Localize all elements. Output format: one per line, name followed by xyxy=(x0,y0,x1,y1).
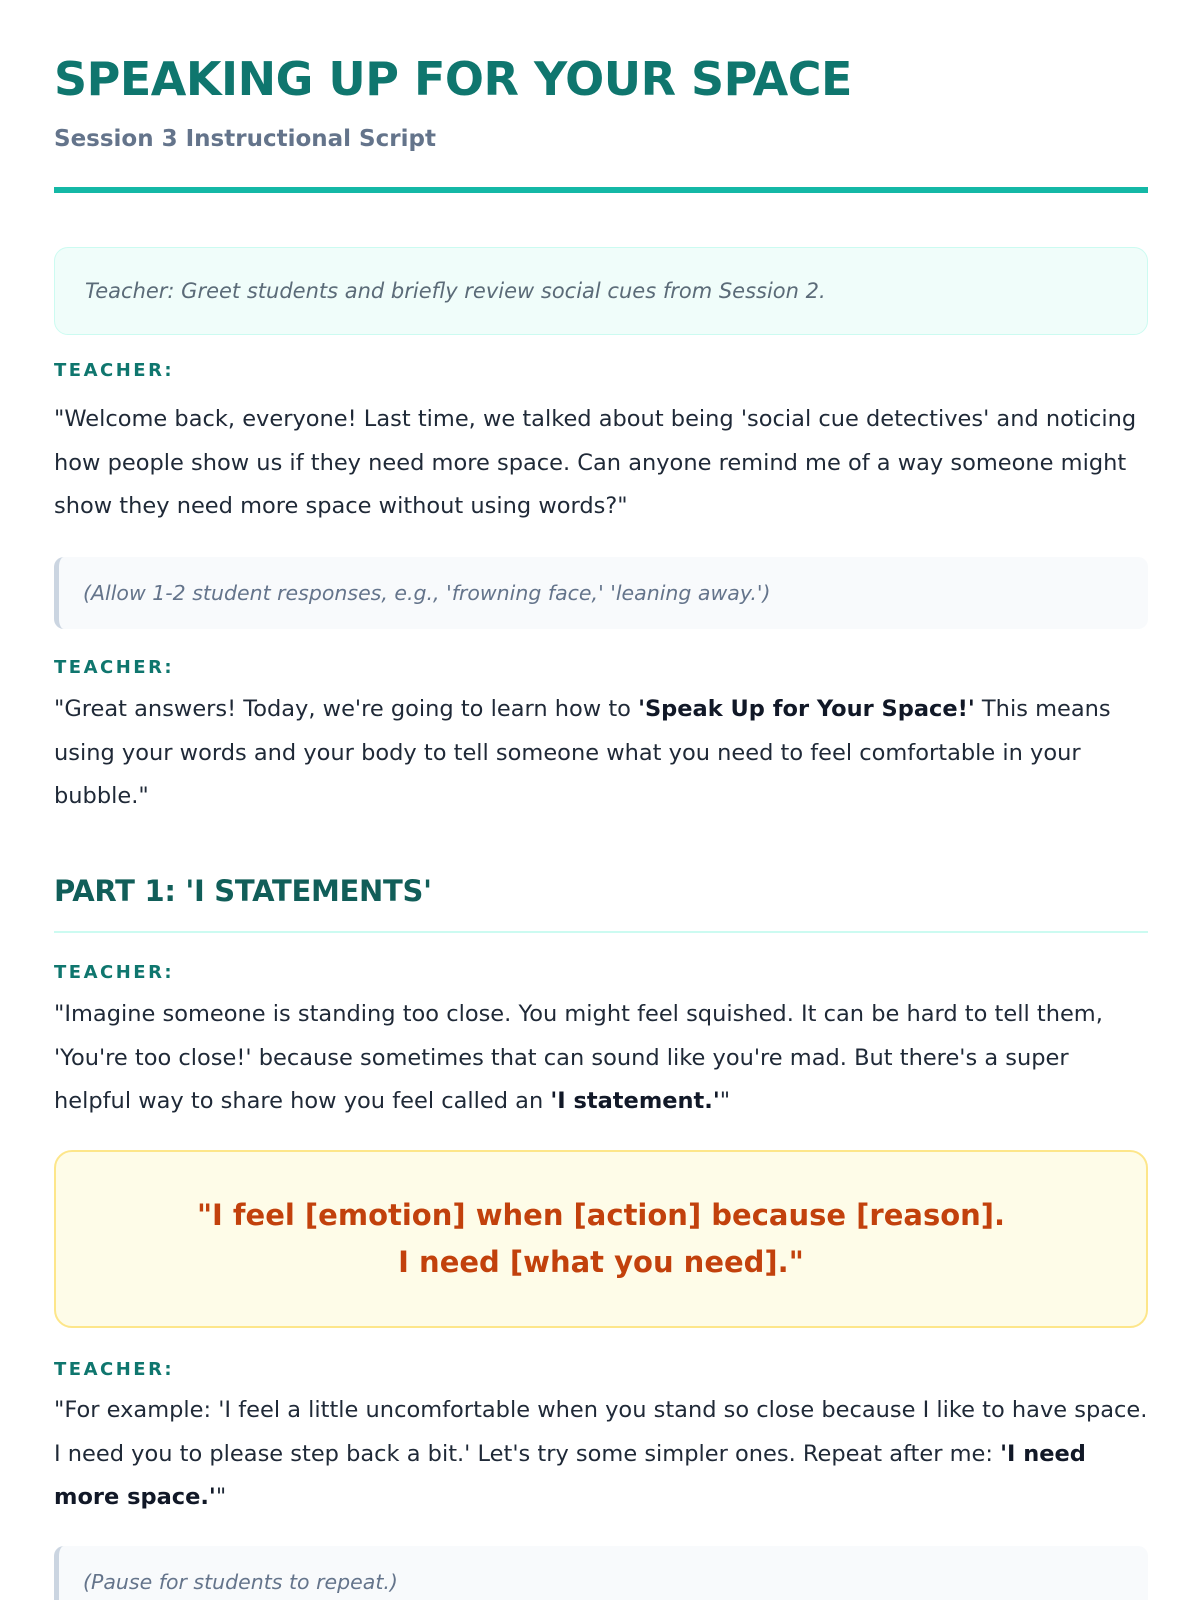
dialogue-text-part: " xyxy=(719,1088,731,1114)
dialogue-text xyxy=(54,688,1148,819)
speaker-label: TEACHER: xyxy=(54,657,175,678)
dialogue-text-part: This means using your words and your body to tell someone what you need to feel comfortable in your bubble." xyxy=(54,696,1111,809)
dialogue-text: "Welcome back, everyone! Last time, we talked about being 'social cue detectives' and noticing how people show us if they need more space. Can anyone remind me of a way someone might show they need more space without using words?" xyxy=(54,406,1137,519)
emphasis-text: 'Speak Up for Your Space!' xyxy=(638,696,975,722)
formula-line: "I feel [emotion] when [action] because [reason]. xyxy=(196,1198,1006,1232)
emphasis-text: 'I statement.' xyxy=(550,1088,720,1114)
dialogue-text-part: "Great answers! Today, we're going to learn how to xyxy=(54,696,639,722)
speaker-label: TEACHER: xyxy=(54,1359,175,1380)
page-title: SPEAKING UP FOR YOUR SPACE xyxy=(54,52,852,106)
dialogue-text-part: "Imagine someone is standing too close. You might feel squished. It can be hard to tell them, 'You're too close!' because sometimes that can sound like you're mad. But there's a super helpful way to share how you feel called an xyxy=(54,1001,1103,1114)
dialogue-text xyxy=(54,1389,1148,1520)
stage-direction: (Pause for students to repeat.) xyxy=(54,1546,1148,1600)
title-divider xyxy=(54,187,1148,193)
section-heading: PART 1: 'I STATEMENTS' xyxy=(54,874,432,908)
speaker-label: TEACHER: xyxy=(54,360,175,381)
page-subtitle: Session 3 Instructional Script xyxy=(54,126,436,152)
speaker-label: TEACHER: xyxy=(54,962,175,983)
dialogue-text-part: "For example: 'I feel a little uncomfortable when you stand so close because I like to have space. I need you to please step back a bit.' Let's try some simpler ones. Repeat after me: xyxy=(54,1397,1148,1467)
section-divider xyxy=(54,931,1148,933)
dialogue-text-part: " xyxy=(215,1484,227,1510)
emphasis-text: 'I need more space.' xyxy=(54,1440,1086,1510)
dialogue-text xyxy=(54,993,1148,1124)
stage-direction: (Allow 1-2 student responses, e.g., 'frowning face,' 'leaning away.') xyxy=(54,557,1148,629)
i-statement-formula-box xyxy=(54,1150,1148,1328)
teacher-note-callout: Teacher: Greet students and briefly review social cues from Session 2. xyxy=(54,247,1148,335)
formula-line: I need [what you need]." xyxy=(398,1245,804,1279)
